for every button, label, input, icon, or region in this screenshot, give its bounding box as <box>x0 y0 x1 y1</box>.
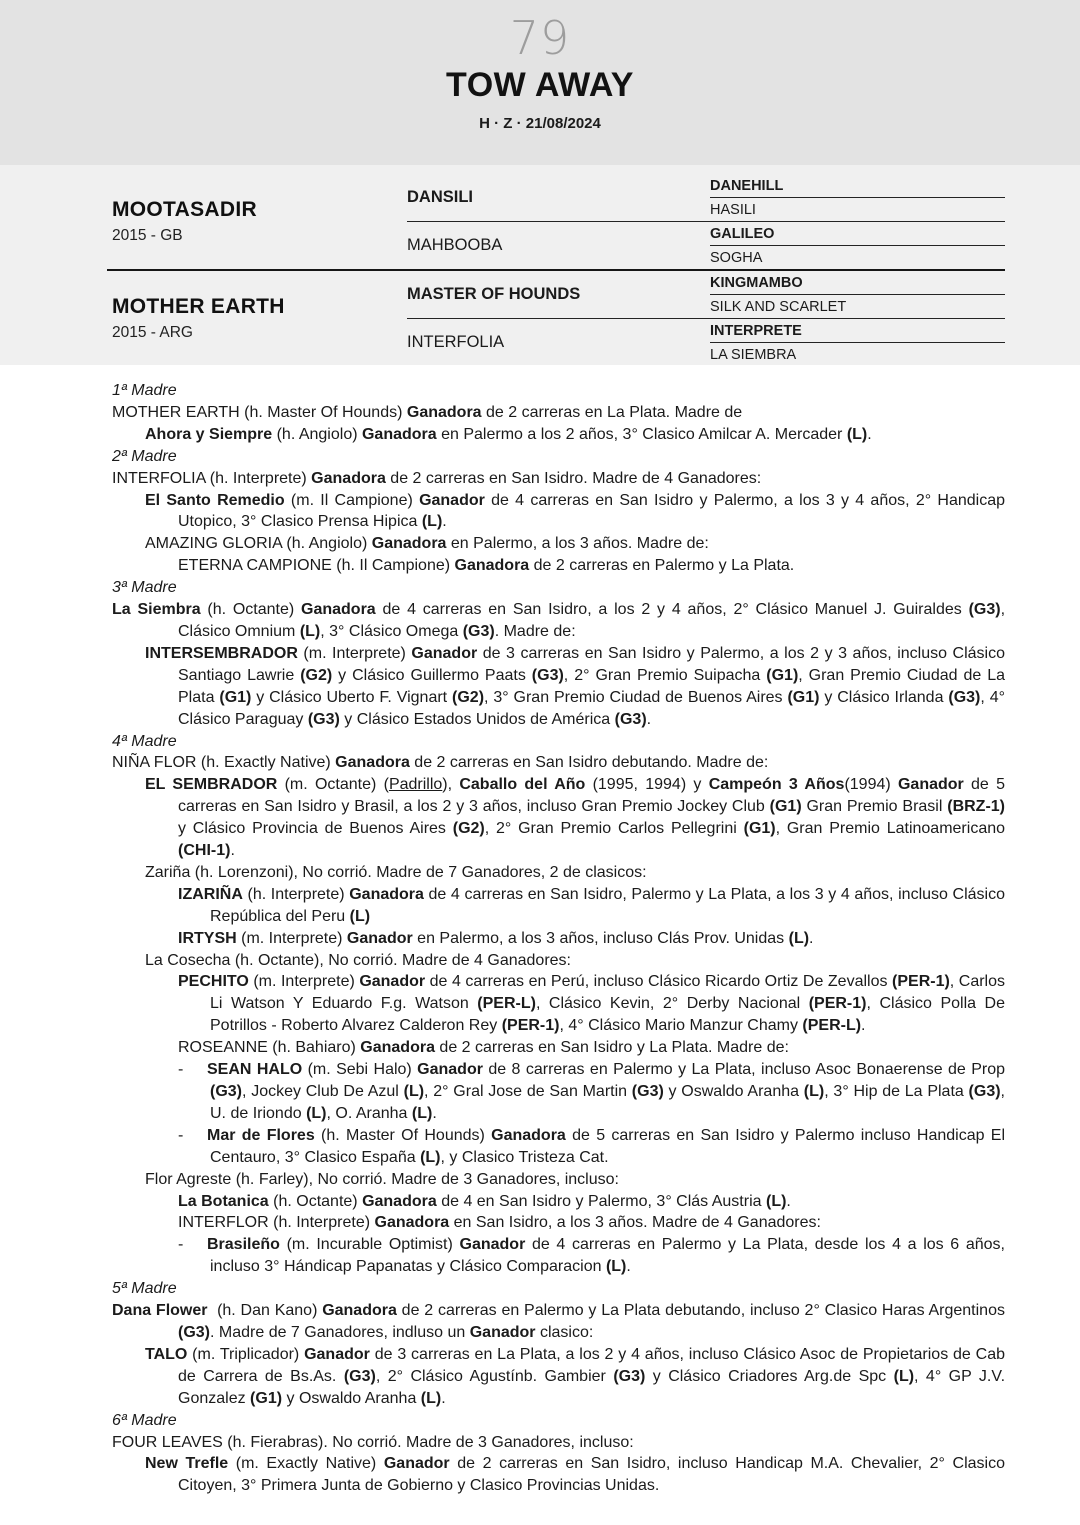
text-segment: (m. Sebi Halo) <box>302 1061 418 1079</box>
sire-parents <box>407 174 1005 269</box>
text-segment: (L) <box>421 513 443 531</box>
text-segment: (h. Master Of Hounds) <box>314 1126 492 1144</box>
text-segment: (m. Incurable Optimist) <box>279 1236 460 1254</box>
pedigree-note-line <box>112 1212 1005 1234</box>
text-segment: 3ª Madre <box>112 579 177 597</box>
parent-row <box>407 271 1005 319</box>
text-segment: Campeón 3 Años <box>708 776 845 794</box>
text-segment: Ganadora <box>371 535 447 553</box>
text-segment: Ganador <box>383 1455 450 1473</box>
text-segment: clasico: <box>535 1323 594 1341</box>
text-segment: (L) <box>420 1389 442 1407</box>
pedigree-note-line <box>112 950 1005 972</box>
text-segment: (G3) <box>968 1083 1001 1100</box>
text-segment: . <box>786 1192 791 1210</box>
pedigree-note-line <box>112 862 1005 884</box>
grandparent-name: HASILI <box>710 201 756 218</box>
dam-year-country: 2015 - ARG <box>112 324 193 341</box>
text-segment: INTERFLOR (h. Interprete) <box>178 1214 375 1232</box>
text-segment: (G3) <box>462 622 495 640</box>
pedigree-note-line <box>112 1037 1005 1059</box>
text-segment: , Clásico Kevin, 2° Derby Nacional <box>535 995 809 1013</box>
text-segment: (L) <box>605 1258 627 1276</box>
text-segment: Zariña (h. Lorenzoni), No corrió. Madre de 7 Ganadores, 2 de clasicos: <box>145 863 647 881</box>
text-segment: en Palermo, a los 3 años. Madre de: <box>446 535 709 553</box>
text-segment: AMAZING GLORIA (h. Angiolo) <box>145 535 372 553</box>
grandparent-name: LA SIEMBRA <box>710 346 797 363</box>
text-segment: de 8 carreras en Palermo y La Plata, incluso Asoc Bonaerense de Prop <box>482 1061 1006 1079</box>
pedigree-note-line <box>112 1453 1005 1497</box>
dam-name: MOTHER EARTH <box>112 295 285 318</box>
grandparents <box>710 174 1005 221</box>
text-segment: de 4 carreras en Palermo y La Plata, desde los 4 a los 6 años, incluso 3° Hándicap Papanatas y Clásico Comparacion <box>210 1236 1006 1276</box>
text-segment: . <box>867 425 872 443</box>
text-segment: (1995, 1994) y <box>585 776 709 794</box>
text-segment: y Clásico Provincia de Buenos Aires <box>178 820 453 838</box>
text-segment: de 2 carreras en San Isidro y La Plata. Madre de: <box>434 1039 789 1057</box>
text-segment: Ganador <box>346 929 413 947</box>
text-segment: EL SEMBRADOR <box>145 776 278 794</box>
text-segment: , Clásico Polla De Potrillos - Roberto Alvarez Calderon Rey <box>210 995 1005 1035</box>
grandparent-name: SOGHA <box>710 249 763 266</box>
text-segment: Ganadora <box>322 1302 397 1320</box>
text-segment: (m. Octante) ( <box>277 776 389 794</box>
pedigree-note-line <box>112 928 1005 950</box>
text-segment: de 2 carreras en San Isidro debutando. Madre de: <box>409 754 769 772</box>
text-segment: 4ª Madre <box>112 732 177 750</box>
text-segment: de 4 carreras en San Isidro, a los 2 y 4 años, 2° Clásico Manuel J. Guiraldes <box>375 601 969 619</box>
text-segment: (G2) <box>452 688 485 706</box>
text-segment: Ganadora <box>454 557 530 575</box>
text-segment: Caballo del Año <box>459 776 586 794</box>
text-segment: . <box>809 929 814 947</box>
text-segment: Gran Premio Brasil <box>801 798 948 816</box>
text-segment: 2ª Madre <box>112 447 177 465</box>
text-segment: , 4° Clásico Mario Manzur Chamy <box>559 1017 803 1035</box>
sire-name: MOOTASADIR <box>112 198 257 221</box>
pedigree-note-line <box>112 971 1005 1037</box>
text-segment: Ganadora <box>360 1039 435 1057</box>
text-segment: (m. Interprete) <box>297 644 412 662</box>
text-segment: . <box>432 1104 437 1122</box>
text-segment: Mar de Flores <box>207 1126 315 1144</box>
text-segment: (G3) <box>178 1323 210 1341</box>
grandparent-name: KINGMAMBO <box>710 271 1005 295</box>
text-segment: (PER-1) <box>808 995 867 1013</box>
text-segment: . <box>442 513 447 531</box>
page-number: 79 <box>509 11 571 65</box>
madre-heading <box>112 731 1005 753</box>
text-segment: Brasileño <box>207 1236 280 1254</box>
text-segment: El Santo Remedio <box>145 491 285 509</box>
text-segment: y Clásico Irlanda <box>819 688 949 706</box>
parent-name: DANSILI <box>407 188 473 206</box>
pedigree-note-line <box>112 468 1005 490</box>
text-segment: NIÑA FLOR (h. Exactly Native) <box>112 754 336 772</box>
madre-heading <box>112 380 1005 402</box>
text-segment: (L) <box>846 425 868 443</box>
text-segment: en Palermo a los 2 años, 3° Clasico Amilcar A. Mercader <box>436 425 847 443</box>
text-segment: Ganadora <box>361 425 437 443</box>
pedigree-note-line <box>112 1125 1005 1169</box>
text-segment: (m. Interprete) <box>248 973 360 991</box>
text-segment: . <box>861 1017 866 1035</box>
text-segment: (L) <box>403 1083 425 1100</box>
text-segment: , 2° Gran Premio Carlos Pellegrini <box>484 820 744 838</box>
text-segment: (L) <box>299 622 321 640</box>
sire-block <box>107 174 1005 271</box>
text-segment: (CHI-1) <box>178 842 231 860</box>
horse-name-title: TOW AWAY <box>446 66 634 105</box>
pedigree-note-line <box>112 490 1005 534</box>
text-segment: (m. Exactly Native) <box>228 1455 384 1473</box>
text-segment: , Gran Premio Ciudad de La Plata <box>178 666 1006 706</box>
text-segment: Ganador <box>897 776 964 794</box>
text-segment: Ganador <box>419 491 485 509</box>
text-segment: (m. Triplicador) <box>187 1345 305 1363</box>
text-segment: Padrillo <box>388 776 443 794</box>
text-segment: de 3 carreras en San Isidro y Palermo, a los 2 y 3 años, incluso Clásico Santiago Lawrie <box>178 644 1006 684</box>
text-segment: de 2 carreras en San Isidro. Madre de 4 Ganadores: <box>385 469 762 487</box>
text-segment: Ganadora <box>406 403 482 421</box>
grandparents <box>710 271 1005 318</box>
text-segment: . <box>646 710 652 728</box>
pedigree-note-line <box>112 1344 1005 1410</box>
text-segment: Ganador <box>411 644 478 662</box>
family-notes <box>0 365 1080 1497</box>
text-segment: Ganadora <box>335 754 410 772</box>
text-segment: de 4 carreras en San Isidro y Palermo, a los 3 y 4 años, 2° Handicap Utopico, 3° Clasico Prensa Hipica <box>178 491 1005 531</box>
text-segment: de 2 carreras en La Plata. Madre de <box>481 403 743 421</box>
parent-name: INTERFOLIA <box>407 333 505 351</box>
text-segment: (L) <box>420 1148 441 1166</box>
parent-row <box>407 174 1005 222</box>
pedigree-note-line <box>112 1059 1005 1125</box>
pedigree-note-line <box>112 1234 1005 1278</box>
text-segment: Ganador <box>417 1061 483 1079</box>
parent-row <box>407 222 1005 269</box>
pedigree-grid <box>107 174 1005 366</box>
text-segment: IRTYSH <box>178 929 237 947</box>
text-segment: Ganadora <box>374 1214 450 1232</box>
text-segment: FOUR LEAVES (h. Fierabras). No corrió. Madre de 3 Ganadores, incluso: <box>112 1433 634 1451</box>
text-segment: (G3) <box>948 688 981 706</box>
text-segment: (L) <box>349 907 371 925</box>
pedigree-note-line <box>112 424 1005 446</box>
text-segment: (L) <box>765 1192 787 1210</box>
sire-cell <box>107 174 407 269</box>
text-segment: y Clásico Estados Unidos de América <box>339 710 615 728</box>
text-segment: Ganadora <box>349 885 424 903</box>
text-segment: ), <box>442 776 460 794</box>
text-segment: . <box>441 1389 446 1407</box>
page-header <box>0 0 1080 165</box>
text-segment: (G3) <box>614 710 647 728</box>
grandparent-name: SILK AND SCARLET <box>710 298 847 315</box>
text-segment: , 2° Gran Premio Suipacha <box>563 666 767 684</box>
text-segment: (PER-L) <box>802 1017 862 1035</box>
text-segment: (h. Octante) <box>200 601 302 619</box>
madre-heading <box>112 577 1005 599</box>
text-segment: (1994) <box>844 776 898 794</box>
horse-subtitle: H · Z · 21/08/2024 <box>479 114 601 132</box>
text-segment: (G2) <box>300 666 333 684</box>
parent-name: MAHBOOBA <box>407 236 503 254</box>
text-segment: de 5 carreras en San Isidro y Palermo incluso Handicap El Centauro, 3° Clasico España <box>210 1126 1006 1166</box>
text-segment: Ganador <box>469 1323 536 1341</box>
text-segment: (G3) <box>613 1367 646 1385</box>
text-segment: , 3° Hip de La Plata <box>824 1083 969 1100</box>
text-segment: ETERNA CAMPIONE (h. Il Campione) <box>178 557 455 575</box>
text-segment: . Madre de 7 Ganadores, indluso un <box>210 1323 470 1341</box>
text-segment: La Cosecha (h. Octante), No corrió. Madre de 4 Ganadores: <box>145 951 571 969</box>
text-segment: Ahora y Siempre <box>145 425 273 443</box>
text-segment: (PER-1) <box>501 1017 560 1035</box>
text-segment: y Clásico Guillermo Paats <box>332 666 532 684</box>
text-segment: . <box>230 842 235 860</box>
text-segment: (G3) <box>968 601 1001 619</box>
text-segment: , O. Aranha <box>326 1104 412 1122</box>
text-segment: , 3° Clásico Omega <box>320 622 463 640</box>
text-segment: en San Isidro, a los 3 años. Madre de 4 Ganadores: <box>449 1214 821 1232</box>
text-segment: , 2° Gral Jose de San Martin <box>424 1083 632 1100</box>
text-segment: de 3 carreras en La Plata, a los 2 y 4 años, incluso Clásico Asoc de Propietarios de Cab de Carrera de Bs.As. <box>178 1345 1006 1385</box>
text-segment: de 4 en San Isidro y Palermo, 3° Clás Austria <box>436 1192 766 1210</box>
pedigree-note-line <box>112 1191 1005 1213</box>
text-segment: (G1) <box>787 688 820 706</box>
text-segment: (m. Interprete) <box>236 929 347 947</box>
madre-heading <box>112 1278 1005 1300</box>
madre-heading <box>112 1410 1005 1432</box>
text-segment: Flor Agreste (h. Farley), No corrió. Madre de 3 Ganadores, incluso: <box>145 1170 619 1188</box>
text-segment: ROSEANNE (h. Bahiaro) <box>178 1039 361 1057</box>
pedigree-note-line <box>112 643 1005 731</box>
grandparent-name: INTERPRETE <box>710 319 1005 343</box>
pedigree-note-line <box>112 402 1005 424</box>
text-segment: INTERFOLIA (h. Interprete) <box>112 469 312 487</box>
text-segment: Ganador <box>304 1345 370 1363</box>
parent-name: MASTER OF HOUNDS <box>407 285 581 303</box>
text-segment: de 2 carreras en Palermo y La Plata debutando, incluso 2° Clasico Haras Argentinos <box>396 1302 1005 1320</box>
text-segment: (h. Dan Kano) <box>207 1302 323 1320</box>
text-segment: La Siembra <box>112 601 201 619</box>
text-segment: 1ª Madre <box>112 382 177 399</box>
text-segment: (G1) <box>219 688 252 706</box>
text-segment: (h. Angiolo) <box>272 425 362 443</box>
text-segment: IZARIÑA <box>178 885 243 903</box>
text-segment: (L) <box>893 1367 915 1385</box>
text-segment: de 4 carreras en Perú, incluso Clásico Ricardo Ortiz De Zevallos <box>425 973 893 991</box>
grandparents <box>710 319 1005 366</box>
pedigree-note-line <box>112 533 1005 555</box>
text-segment: INTERSEMBRADOR <box>145 644 298 662</box>
text-segment: (G1) <box>766 666 799 684</box>
text-segment: (L) <box>803 1083 825 1100</box>
text-segment: Ganador <box>359 973 426 991</box>
text-segment: Ganador <box>459 1236 526 1254</box>
text-segment: , Gran Premio Latinoamericano <box>775 820 1006 838</box>
madre-heading <box>112 446 1005 468</box>
pedigree-note-line <box>112 599 1005 643</box>
text-segment: Ganadora <box>301 601 376 619</box>
text-segment: Dana Flower <box>112 1302 208 1320</box>
text-segment: Ganadora <box>491 1126 566 1144</box>
text-segment: . <box>626 1258 631 1276</box>
text-segment: (PER-L) <box>477 995 536 1013</box>
pedigree-table <box>0 165 1080 365</box>
text-segment: , y Clasico Tristeza Cat. <box>440 1148 609 1166</box>
text-segment: - <box>178 1126 184 1144</box>
text-segment: , 4° Clásico Paraguay <box>178 688 1006 728</box>
text-segment: , 2° Clásico Agustínb. Gambier <box>375 1367 614 1385</box>
text-segment: de 2 carreras en Palermo y La Plata. <box>529 557 795 575</box>
text-segment: (BRZ-1) <box>947 798 1005 816</box>
text-segment: (G1) <box>769 798 802 816</box>
text-segment: , Jockey Club De Azul <box>242 1083 404 1100</box>
pedigree-note-line <box>112 774 1005 862</box>
text-segment: (G3) <box>210 1083 242 1100</box>
text-segment: La Botanica <box>178 1192 269 1210</box>
text-segment: . Madre de: <box>494 622 576 640</box>
text-segment: en Palermo, a los 3 años, incluso Clás Prov. Unidas <box>412 929 789 947</box>
grandparents <box>710 222 1005 269</box>
text-segment: New Trefle <box>145 1455 229 1473</box>
text-segment: (m. Il Campione) <box>284 491 420 509</box>
text-segment: , Clásico Omnium <box>178 601 1006 640</box>
text-segment: (h. Octante) <box>268 1192 363 1210</box>
grandparent-name: DANEHILL <box>710 174 1005 198</box>
text-segment: de 2 carreras en San Isidro, incluso Handicap M.A. Chevalier, 2° Clasico Citoyen, 3° Primera Junta de Gobierno y Clasico Provincias Unidas. <box>178 1455 1005 1495</box>
text-segment: SEAN HALO <box>207 1061 303 1079</box>
pedigree-note-line <box>112 1169 1005 1191</box>
text-segment: , 3° Gran Premio Ciudad de Buenos Aires <box>484 688 788 706</box>
text-segment: (G2) <box>452 820 485 838</box>
text-segment: (L) <box>411 1104 433 1122</box>
text-segment: y Clásico Criadores Arg.de Spc <box>645 1367 894 1385</box>
text-segment: (G3) <box>531 666 564 684</box>
text-segment: (G1) <box>250 1389 283 1407</box>
pedigree-note-line <box>112 555 1005 577</box>
text-segment: , Carlos Li Watson Y Eduardo F.g. Watson <box>210 973 1005 1013</box>
text-segment: TALO <box>145 1345 188 1363</box>
text-segment: (G3) <box>343 1367 376 1385</box>
sire-year-country: 2015 - GB <box>112 227 183 244</box>
text-segment: PECHITO <box>178 973 249 991</box>
text-segment: Ganadora <box>362 1192 437 1210</box>
text-segment: (PER-1) <box>892 973 950 991</box>
text-segment: y Clásico Uberto F. Vignart <box>251 688 453 706</box>
text-segment: (G1) <box>743 820 776 838</box>
text-segment: y Oswaldo Aranha <box>663 1083 804 1100</box>
text-segment: - <box>178 1061 184 1079</box>
pedigree-note-line <box>112 752 1005 774</box>
text-segment: 5ª Madre <box>112 1280 177 1298</box>
text-segment: y Oswaldo Aranha <box>282 1389 421 1407</box>
text-segment: 6ª Madre <box>112 1411 177 1429</box>
text-segment: de 4 carreras en San Isidro, Palermo y La Plata, a los 3 y 4 años, incluso Clásico República del Peru <box>210 885 1005 925</box>
text-segment: (G3) <box>307 710 340 728</box>
text-segment: Ganadora <box>311 469 386 487</box>
text-segment: , U. de Iriondo <box>210 1083 1005 1122</box>
text-segment: - <box>178 1236 184 1254</box>
text-segment: de 5 carreras en San Isidro y Brasil, a los 2 y 3 años, incluso Gran Premio Jockey Club <box>178 776 1006 816</box>
text-segment: (L) <box>788 929 810 947</box>
dam-parents <box>407 271 1005 366</box>
parent-row <box>407 319 1005 366</box>
pedigree-note-line <box>112 1432 1005 1454</box>
pedigree-note-line <box>112 1300 1005 1344</box>
dam-cell <box>107 271 407 366</box>
text-segment: MOTHER EARTH (h. Master Of Hounds) <box>112 403 407 421</box>
grandparent-name: GALILEO <box>710 222 1005 246</box>
text-segment: , 4° GP J.V. Gonzalez <box>178 1367 1006 1407</box>
text-segment: (h. Interprete) <box>242 885 350 903</box>
pedigree-note-line <box>112 884 1005 928</box>
text-segment: (G3) <box>631 1083 664 1100</box>
text-segment: (L) <box>306 1104 327 1122</box>
dam-block <box>107 271 1005 366</box>
